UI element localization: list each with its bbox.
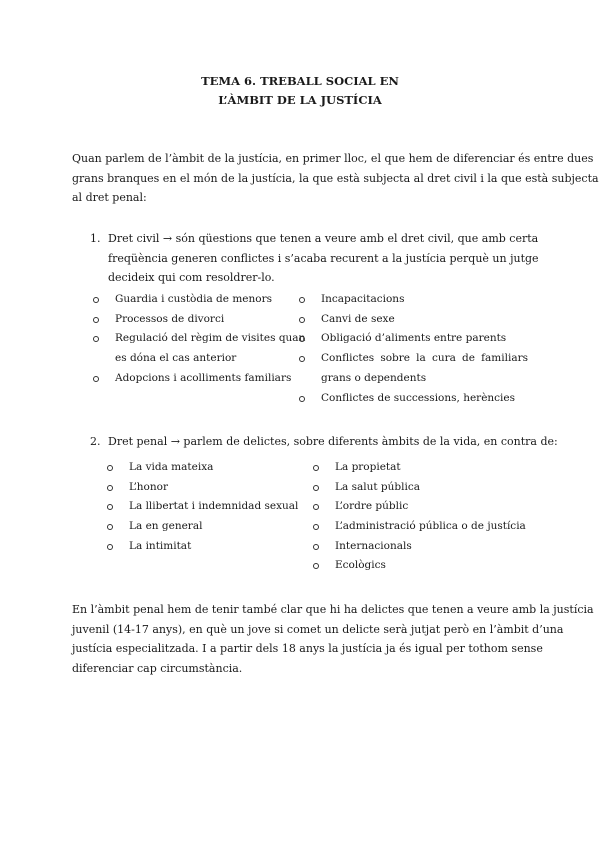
intro-line: al dret penal: bbox=[72, 191, 147, 204]
list-item-text: L’administració pública o de justícia bbox=[335, 520, 526, 532]
bullet-circle-icon bbox=[107, 504, 113, 510]
list-item-text: Ecològics bbox=[335, 559, 386, 571]
list-item-text: L’ordre públic bbox=[335, 500, 409, 512]
bullet-circle-icon bbox=[299, 396, 305, 402]
list-item-text: Conflictes de successions, herències bbox=[321, 392, 516, 404]
bullet-circle-icon bbox=[313, 544, 319, 550]
list-item-text: Incapacitacions bbox=[321, 293, 405, 305]
intro-line: grans branques en el món de la justícia, la que està subjecta al dret civil i la que està subjecta bbox=[72, 171, 599, 185]
item-line: freqüència generen conflictes i s’acaba recurent a la justícia perquè un jutge bbox=[108, 251, 539, 265]
item-line: Dret civil → són qüestions que tenen a veure amb el dret civil, que amb certa bbox=[108, 232, 539, 245]
bullet-circle-icon bbox=[107, 524, 113, 530]
list-item-text: L’honor bbox=[129, 481, 168, 493]
list-item-text: Processos de divorci bbox=[115, 313, 225, 325]
list-item-text: Conflictes sobre la cura de familiars bbox=[321, 352, 528, 364]
list-item-text: Internacionals bbox=[335, 540, 412, 552]
bullet-circle-icon bbox=[107, 485, 113, 491]
item-number: 2. bbox=[90, 435, 101, 448]
bullet-circle-icon bbox=[93, 376, 99, 382]
closing-line: diferenciar cap circumstància. bbox=[72, 661, 243, 675]
item-line: Dret penal → parlem de delictes, sobre diferents àmbits de la vida, en contra de: bbox=[108, 435, 558, 448]
list-item-text: La intimitat bbox=[129, 540, 192, 552]
list-item-text: La llibertat i indemnidad sexual bbox=[129, 500, 299, 512]
list-item-text: Obligació d’aliments entre parents bbox=[321, 332, 507, 344]
list-item-text: La salut pública bbox=[335, 481, 420, 493]
page-title bbox=[0, 72, 600, 110]
list-item-text: Canvi de sexe bbox=[321, 313, 395, 325]
item-number: 1. bbox=[90, 232, 101, 245]
closing-line: En l’àmbit penal hem de tenir també clar que hi ha delictes que tenen a veure amb la justícia bbox=[72, 603, 594, 616]
closing-paragraph bbox=[72, 600, 594, 678]
bullet-circle-icon bbox=[313, 524, 319, 530]
intro-line: Quan parlem de l’àmbit de la justícia, en primer lloc, el que hem de diferenciar és entre dues bbox=[72, 152, 594, 165]
bullet-circle-icon bbox=[313, 485, 319, 491]
title-line-1: TEMA 6. TREBALL SOCIAL EN bbox=[201, 74, 399, 88]
title-line-2: L’ÀMBIT DE LA JUSTÍCIA bbox=[218, 93, 382, 107]
closing-line: juvenil (14-17 anys), en què un jove si comet un delicte serà jutjat però en l’àmbit d’una bbox=[72, 622, 564, 636]
bullet-circle-icon bbox=[107, 544, 113, 550]
list-item-text: La vida mateixa bbox=[129, 461, 214, 473]
list-item-text: La en general bbox=[129, 520, 203, 532]
bullet-circle-icon bbox=[93, 297, 99, 303]
list-item-text: es dóna el cas anterior bbox=[115, 351, 237, 364]
closing-line: justícia especialitzada. I a partir dels 18 anys la justícia ja és igual per tothom sense bbox=[72, 642, 543, 655]
bullet-circle-icon bbox=[299, 356, 305, 362]
bullet-circle-icon bbox=[313, 563, 319, 569]
item-line: decideix qui com resoldrer-lo. bbox=[108, 271, 275, 284]
intro-paragraph bbox=[72, 149, 599, 208]
list-item-text: Guardia i custòdia de menors bbox=[115, 293, 272, 305]
list-item-text: Regulació del règim de visites quan bbox=[115, 332, 306, 344]
bullet-circle-icon bbox=[107, 465, 113, 471]
bullet-circle-icon bbox=[299, 336, 305, 342]
bullet-circle-icon bbox=[313, 465, 319, 471]
bullet-circle-icon bbox=[93, 336, 99, 342]
list-item-text: Adopcions i acolliments familiars bbox=[115, 372, 292, 384]
list-item-text: grans o dependents bbox=[321, 371, 427, 384]
bullet-circle-icon bbox=[313, 504, 319, 510]
bullet-circle-icon bbox=[299, 317, 305, 323]
list-item-text: La propietat bbox=[335, 461, 401, 473]
bullet-circle-icon bbox=[93, 317, 99, 323]
bullet-circle-icon bbox=[299, 297, 305, 303]
